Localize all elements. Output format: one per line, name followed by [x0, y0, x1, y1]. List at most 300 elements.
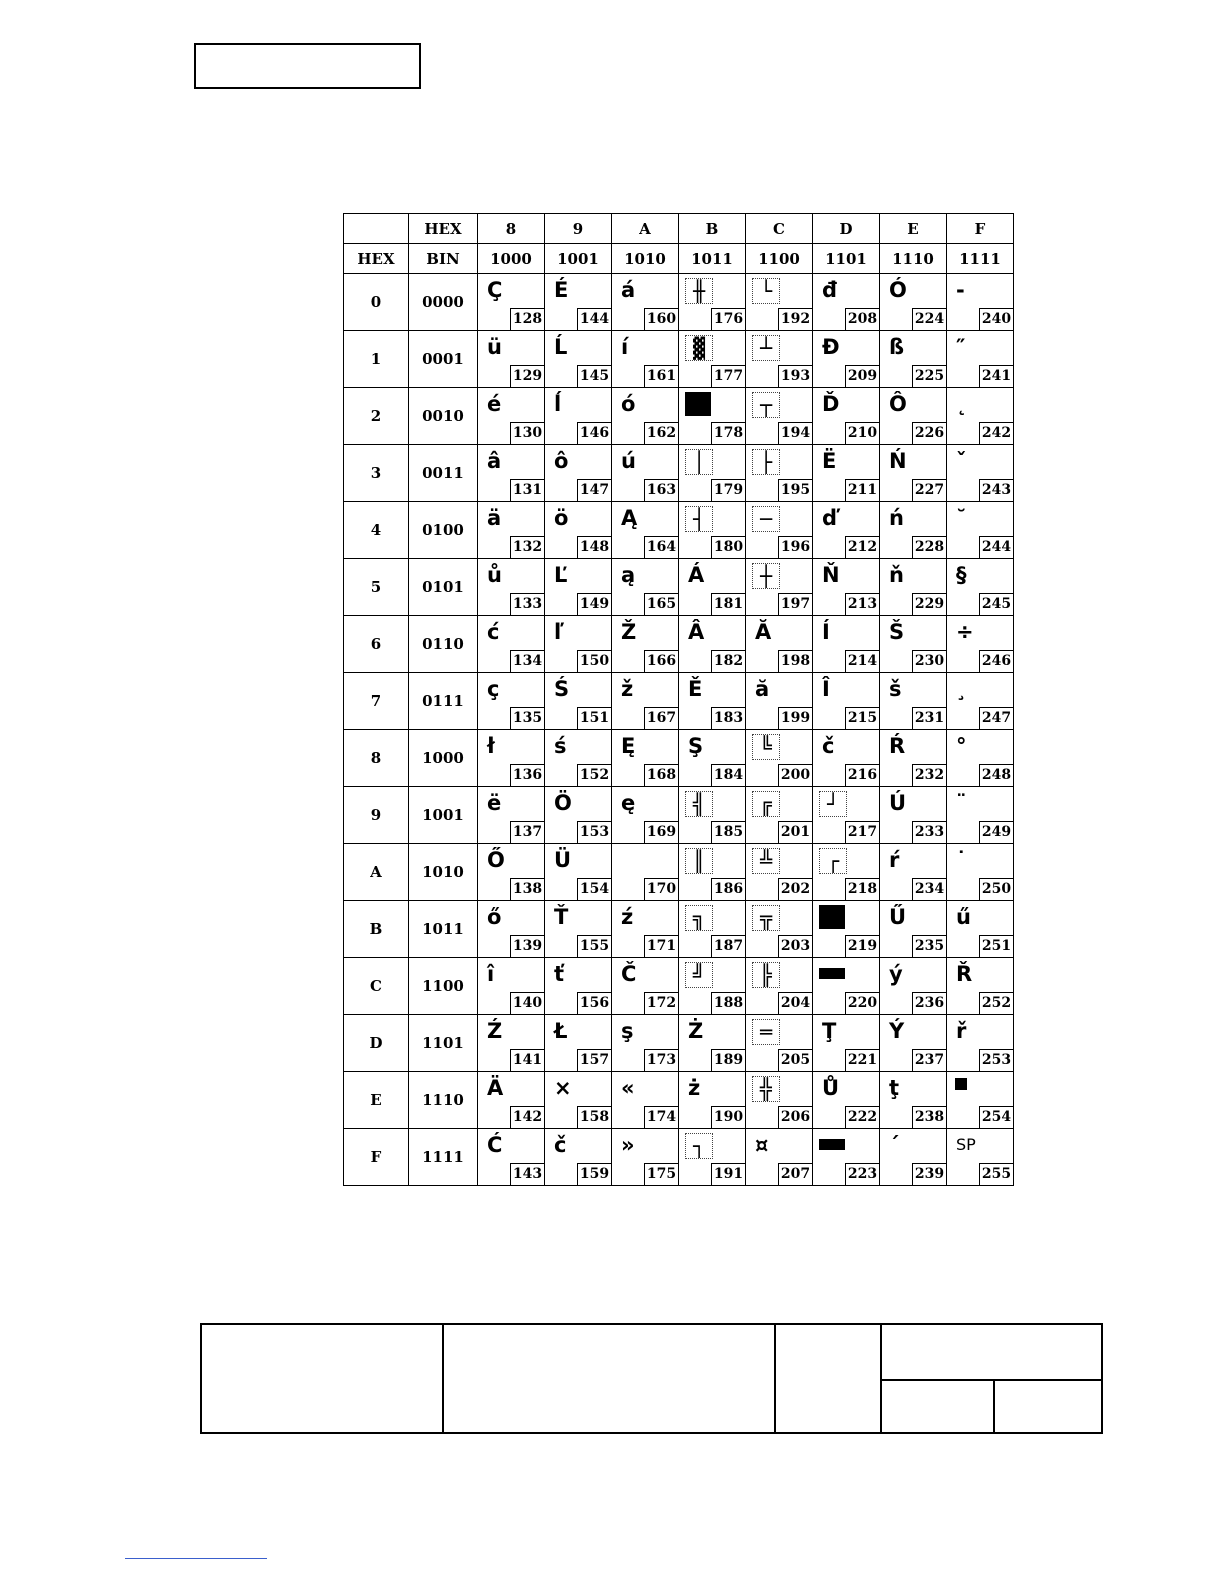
- char-cell-147: [545, 445, 612, 502]
- char-cell-253: [947, 1015, 1014, 1072]
- char-code: 242: [979, 422, 1013, 444]
- column-bin-9: 1001: [545, 244, 612, 274]
- box-drawing-glyph: ▓: [685, 335, 713, 361]
- char-cell-182: [679, 616, 746, 673]
- char-cell-229: [880, 559, 947, 616]
- char-code: 218: [845, 878, 879, 900]
- char-cell-250: [947, 844, 1014, 901]
- code-page-table: [343, 213, 1014, 1186]
- row-bin: 1000: [409, 730, 478, 787]
- char-glyph: ç: [487, 677, 500, 701]
- header-corner: [344, 214, 409, 244]
- char-code: 202: [778, 878, 812, 900]
- char-glyph: ű: [956, 905, 971, 929]
- char-cell-239: [880, 1129, 947, 1186]
- char-cell-133: [478, 559, 545, 616]
- row-bin: 0110: [409, 616, 478, 673]
- char-code: 141: [510, 1049, 544, 1071]
- title-block-divider: [442, 1325, 444, 1432]
- char-cell-156: [545, 958, 612, 1015]
- box-drawing-glyph: ┘: [819, 791, 847, 817]
- char-code: 208: [845, 308, 879, 330]
- char-cell-167: [612, 673, 679, 730]
- char-cell-185: [679, 787, 746, 844]
- row-hex: 8: [344, 730, 409, 787]
- column-hex-F: F: [947, 214, 1014, 244]
- char-code: 192: [778, 308, 812, 330]
- char-cell-190: [679, 1072, 746, 1129]
- column-hex-B: B: [679, 214, 746, 244]
- char-code: 166: [644, 650, 678, 672]
- char-glyph: Ó: [889, 278, 907, 302]
- char-glyph: š: [889, 677, 902, 701]
- char-code: 203: [778, 935, 812, 957]
- char-code: 151: [577, 707, 611, 729]
- char-glyph: ˙: [956, 848, 967, 872]
- char-cell-132: [478, 502, 545, 559]
- char-code: 134: [510, 650, 544, 672]
- char-code: 155: [577, 935, 611, 957]
- box-drawing-glyph: ─: [752, 506, 780, 532]
- column-hex-8: 8: [478, 214, 545, 244]
- char-cell-150: [545, 616, 612, 673]
- box-drawing-glyph: ┼: [752, 563, 780, 589]
- char-glyph: đ: [822, 278, 838, 302]
- char-code: 213: [845, 593, 879, 615]
- char-code: 231: [912, 707, 946, 729]
- char-cell-130: [478, 388, 545, 445]
- char-cell-206: [746, 1072, 813, 1129]
- char-code: 198: [778, 650, 812, 672]
- char-cell-204: [746, 958, 813, 1015]
- footer-rule: [125, 1558, 267, 1559]
- row-bin: 1011: [409, 901, 478, 958]
- char-cell-148: [545, 502, 612, 559]
- char-glyph: Î: [822, 677, 830, 701]
- char-glyph: Ć: [487, 1133, 503, 1157]
- char-cell-128: [478, 274, 545, 331]
- row-hex: E: [344, 1072, 409, 1129]
- char-glyph: ů: [487, 563, 502, 587]
- char-cell-137: [478, 787, 545, 844]
- block-glyph: [819, 1139, 845, 1150]
- char-code: 209: [845, 365, 879, 387]
- box-drawing-glyph: └: [752, 278, 780, 304]
- table-row: [344, 502, 1014, 559]
- char-code: 237: [912, 1049, 946, 1071]
- char-code: 168: [644, 764, 678, 786]
- char-code: 149: [577, 593, 611, 615]
- char-glyph: ý: [889, 962, 903, 986]
- char-cell-188: [679, 958, 746, 1015]
- char-cell-179: [679, 445, 746, 502]
- char-glyph: Ž: [621, 620, 637, 644]
- char-code: 169: [644, 821, 678, 843]
- box-drawing-glyph: ╣: [685, 791, 713, 817]
- char-code: 236: [912, 992, 946, 1014]
- char-code: 195: [778, 479, 812, 501]
- char-glyph: »: [621, 1133, 635, 1157]
- char-code: 181: [711, 593, 745, 615]
- char-code: 243: [979, 479, 1013, 501]
- char-glyph: Č: [621, 962, 637, 986]
- char-cell-211: [813, 445, 880, 502]
- char-cell-203: [746, 901, 813, 958]
- table-row: [344, 559, 1014, 616]
- char-glyph: ą: [621, 563, 636, 587]
- char-code: 152: [577, 764, 611, 786]
- char-code: 180: [711, 536, 745, 558]
- char-glyph: Ę: [621, 734, 636, 758]
- char-cell-201: [746, 787, 813, 844]
- table-row: [344, 1129, 1014, 1186]
- char-glyph: §: [956, 563, 967, 587]
- char-glyph: Ż: [688, 1019, 704, 1043]
- char-code: 161: [644, 365, 678, 387]
- table-row: [344, 331, 1014, 388]
- char-cell-173: [612, 1015, 679, 1072]
- box-drawing-glyph: ╫: [685, 278, 713, 304]
- char-cell-219: [813, 901, 880, 958]
- row-bin: 0000: [409, 274, 478, 331]
- title-block: [200, 1323, 1103, 1434]
- row-bin: 0100: [409, 502, 478, 559]
- char-cell-160: [612, 274, 679, 331]
- char-code: 245: [979, 593, 1013, 615]
- char-code: 189: [711, 1049, 745, 1071]
- char-glyph: ż: [688, 1076, 701, 1100]
- char-glyph: Ř: [956, 962, 973, 986]
- char-code: 211: [845, 479, 879, 501]
- char-glyph: ž: [621, 677, 634, 701]
- char-cell-146: [545, 388, 612, 445]
- header-bin-row: [344, 244, 1014, 274]
- char-code: 171: [644, 935, 678, 957]
- char-glyph: Ö: [554, 791, 572, 815]
- char-cell-240: [947, 274, 1014, 331]
- char-cell-252: [947, 958, 1014, 1015]
- char-cell-225: [880, 331, 947, 388]
- column-bin-D: 1101: [813, 244, 880, 274]
- box-drawing-glyph: ┐: [685, 1133, 713, 1159]
- char-glyph: ć: [487, 620, 500, 644]
- char-glyph: ő: [487, 905, 502, 929]
- row-hex: C: [344, 958, 409, 1015]
- char-code: 219: [845, 935, 879, 957]
- char-code: 206: [778, 1106, 812, 1128]
- column-hex-9: 9: [545, 214, 612, 244]
- char-cell-226: [880, 388, 947, 445]
- char-code: 212: [845, 536, 879, 558]
- box-drawing-glyph: ║: [685, 848, 713, 874]
- box-drawing-glyph: ╦: [752, 905, 780, 931]
- char-cell-228: [880, 502, 947, 559]
- char-glyph: Ň: [822, 563, 840, 587]
- char-code: 182: [711, 650, 745, 672]
- box-drawing-glyph: ═: [752, 1019, 780, 1045]
- row-hex: 2: [344, 388, 409, 445]
- char-glyph: ď: [822, 506, 838, 530]
- char-code: 251: [979, 935, 1013, 957]
- row-bin: 1010: [409, 844, 478, 901]
- char-glyph: ß: [889, 335, 905, 359]
- char-cell-135: [478, 673, 545, 730]
- char-glyph: ×: [554, 1076, 572, 1100]
- table-row: [344, 1015, 1014, 1072]
- char-code: 235: [912, 935, 946, 957]
- char-code: 146: [577, 422, 611, 444]
- char-code: 187: [711, 935, 745, 957]
- row-hex: 0: [344, 274, 409, 331]
- char-code: 131: [510, 479, 544, 501]
- char-cell-218: [813, 844, 880, 901]
- char-glyph: Ń: [889, 449, 907, 473]
- char-cell-172: [612, 958, 679, 1015]
- char-cell-170: [612, 844, 679, 901]
- char-code: 185: [711, 821, 745, 843]
- char-code: 160: [644, 308, 678, 330]
- table-row: [344, 787, 1014, 844]
- char-cell-192: [746, 274, 813, 331]
- char-cell-246: [947, 616, 1014, 673]
- char-cell-238: [880, 1072, 947, 1129]
- char-cell-200: [746, 730, 813, 787]
- box-drawing-glyph: ╔: [752, 791, 780, 817]
- box-drawing-glyph: ┌: [819, 848, 847, 874]
- char-cell-155: [545, 901, 612, 958]
- char-cell-248: [947, 730, 1014, 787]
- char-glyph: «: [621, 1076, 635, 1100]
- char-cell-198: [746, 616, 813, 673]
- char-cell-217: [813, 787, 880, 844]
- box-drawing-glyph: ╗: [685, 905, 713, 931]
- char-code: 137: [510, 821, 544, 843]
- char-code: 156: [577, 992, 611, 1014]
- char-cell-209: [813, 331, 880, 388]
- column-bin-B: 1011: [679, 244, 746, 274]
- row-hex: D: [344, 1015, 409, 1072]
- char-cell-243: [947, 445, 1014, 502]
- char-cell-202: [746, 844, 813, 901]
- title-box: [194, 43, 421, 89]
- char-cell-231: [880, 673, 947, 730]
- char-cell-199: [746, 673, 813, 730]
- char-cell-158: [545, 1072, 612, 1129]
- char-code: 246: [979, 650, 1013, 672]
- char-code: 215: [845, 707, 879, 729]
- char-code: 207: [778, 1163, 812, 1185]
- char-glyph: č: [822, 734, 835, 758]
- char-code: 233: [912, 821, 946, 843]
- char-cell-159: [545, 1129, 612, 1186]
- char-code: 230: [912, 650, 946, 672]
- char-cell-164: [612, 502, 679, 559]
- char-glyph: Ű: [889, 905, 907, 929]
- char-cell-131: [478, 445, 545, 502]
- char-code: 133: [510, 593, 544, 615]
- char-cell-144: [545, 274, 612, 331]
- char-glyph: Ý: [889, 1019, 905, 1043]
- char-code: 223: [845, 1163, 879, 1185]
- column-bin-A: 1010: [612, 244, 679, 274]
- char-code: 188: [711, 992, 745, 1014]
- table-row: [344, 730, 1014, 787]
- char-cell-180: [679, 502, 746, 559]
- column-hex-A: A: [612, 214, 679, 244]
- char-code: 173: [644, 1049, 678, 1071]
- char-cell-140: [478, 958, 545, 1015]
- char-glyph: Ď: [822, 392, 840, 416]
- char-code: 224: [912, 308, 946, 330]
- char-glyph: Ť: [554, 905, 569, 929]
- char-glyph: Ů: [822, 1076, 840, 1100]
- char-code: 204: [778, 992, 812, 1014]
- char-glyph: É: [554, 278, 569, 302]
- char-glyph: Ł: [554, 1019, 568, 1043]
- char-code: 214: [845, 650, 879, 672]
- char-glyph: ä: [487, 506, 502, 530]
- char-code: 196: [778, 536, 812, 558]
- char-cell-213: [813, 559, 880, 616]
- char-code: 228: [912, 536, 946, 558]
- row-hex: 5: [344, 559, 409, 616]
- column-bin-E: 1110: [880, 244, 947, 274]
- char-glyph: ú: [621, 449, 636, 473]
- row-hex: 7: [344, 673, 409, 730]
- char-code: 199: [778, 707, 812, 729]
- char-cell-189: [679, 1015, 746, 1072]
- char-glyph: ĺ: [554, 392, 562, 416]
- char-glyph: ń: [889, 506, 904, 530]
- char-glyph: ł: [487, 734, 495, 758]
- char-cell-129: [478, 331, 545, 388]
- char-glyph: Ă: [755, 620, 772, 644]
- char-cell-251: [947, 901, 1014, 958]
- char-glyph: Ŕ: [889, 734, 906, 758]
- table-row: [344, 616, 1014, 673]
- char-cell-245: [947, 559, 1014, 616]
- char-cell-235: [880, 901, 947, 958]
- char-glyph: Ő: [487, 848, 505, 872]
- char-code: 140: [510, 992, 544, 1014]
- block-glyph: [819, 905, 845, 929]
- char-code: 153: [577, 821, 611, 843]
- char-code: 222: [845, 1106, 879, 1128]
- char-cell-197: [746, 559, 813, 616]
- char-glyph: č: [554, 1133, 567, 1157]
- char-cell-244: [947, 502, 1014, 559]
- column-hex-C: C: [746, 214, 813, 244]
- char-code: 164: [644, 536, 678, 558]
- char-glyph: ź: [621, 905, 634, 929]
- char-cell-136: [478, 730, 545, 787]
- char-code: 255: [979, 1163, 1013, 1185]
- box-drawing-glyph: ┬: [752, 392, 780, 418]
- char-glyph: Ú: [889, 791, 907, 815]
- box-drawing-glyph: ┴: [752, 335, 780, 361]
- char-code: 175: [644, 1163, 678, 1185]
- char-code: 159: [577, 1163, 611, 1185]
- column-bin-C: 1100: [746, 244, 813, 274]
- char-code: 128: [510, 308, 544, 330]
- char-glyph: Ą: [621, 506, 638, 530]
- column-bin-F: 1111: [947, 244, 1014, 274]
- char-cell-187: [679, 901, 746, 958]
- title-block-divider: [993, 1380, 995, 1432]
- char-cell-186: [679, 844, 746, 901]
- char-code: 136: [510, 764, 544, 786]
- char-code: 220: [845, 992, 879, 1014]
- header-hex-label: HEX: [409, 214, 478, 244]
- char-glyph: ˇ: [956, 449, 967, 473]
- block-glyph: [819, 968, 845, 979]
- char-glyph: ″: [956, 335, 966, 359]
- row-hex: B: [344, 901, 409, 958]
- row-bin: 0101: [409, 559, 478, 616]
- char-cell-193: [746, 331, 813, 388]
- char-code: 165: [644, 593, 678, 615]
- row-bin: 1101: [409, 1015, 478, 1072]
- char-cell-214: [813, 616, 880, 673]
- char-cell-255: [947, 1129, 1014, 1186]
- char-cell-184: [679, 730, 746, 787]
- char-glyph: Ĺ: [554, 335, 568, 359]
- char-code: 139: [510, 935, 544, 957]
- header-bin-label: BIN: [409, 244, 478, 274]
- char-glyph: SP: [956, 1135, 976, 1154]
- row-bin: 1001: [409, 787, 478, 844]
- char-glyph: é: [487, 392, 502, 416]
- char-glyph: ň: [889, 563, 904, 587]
- char-code: 239: [912, 1163, 946, 1185]
- box-drawing-glyph: │: [685, 449, 713, 475]
- char-glyph: ¸: [956, 677, 967, 701]
- char-glyph: Ë: [822, 449, 837, 473]
- block-glyph: [955, 1078, 967, 1090]
- char-glyph: Á: [688, 563, 705, 587]
- char-cell-223: [813, 1129, 880, 1186]
- box-drawing-glyph: ╝: [685, 962, 713, 988]
- char-glyph: ¤: [755, 1133, 769, 1157]
- box-drawing-glyph: ╩: [752, 848, 780, 874]
- char-code: 145: [577, 365, 611, 387]
- char-code: 162: [644, 422, 678, 444]
- char-glyph: Ü: [554, 848, 572, 872]
- char-cell-207: [746, 1129, 813, 1186]
- char-glyph: á: [621, 278, 636, 302]
- char-glyph: ¨: [956, 791, 967, 815]
- char-code: 227: [912, 479, 946, 501]
- char-cell-138: [478, 844, 545, 901]
- char-code: 200: [778, 764, 812, 786]
- char-code: 238: [912, 1106, 946, 1128]
- char-code: 241: [979, 365, 1013, 387]
- char-code: 178: [711, 422, 745, 444]
- char-glyph: Â: [688, 620, 705, 644]
- char-cell-174: [612, 1072, 679, 1129]
- char-cell-232: [880, 730, 947, 787]
- char-glyph: í: [621, 335, 629, 359]
- char-glyph: ţ: [889, 1076, 900, 1100]
- char-glyph: Í: [822, 620, 830, 644]
- char-glyph: Ě: [688, 677, 703, 701]
- char-glyph: -: [956, 278, 965, 302]
- char-cell-142: [478, 1072, 545, 1129]
- char-glyph: ´: [889, 1133, 900, 1157]
- char-code: 179: [711, 479, 745, 501]
- char-code: 143: [510, 1163, 544, 1185]
- char-cell-234: [880, 844, 947, 901]
